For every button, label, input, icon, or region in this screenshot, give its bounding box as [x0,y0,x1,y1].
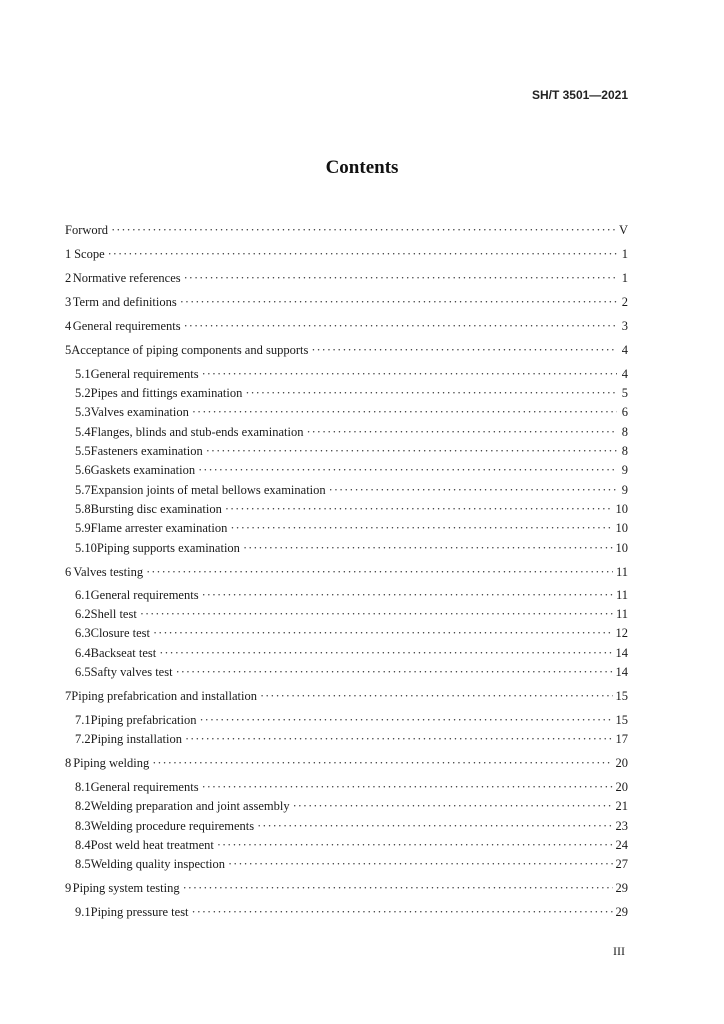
toc-entry-number: 5.3 [75,405,91,419]
toc-subentry[interactable] [75,424,628,440]
toc-entry-label: Shell test [90,607,137,621]
toc-dot-leader [329,482,617,498]
toc-entry-number: 9.1 [75,905,91,919]
toc-entry-number: 5.1 [75,367,91,381]
toc-dot-leader [140,606,613,622]
toc-entry-page: 29 [615,881,628,895]
toc-entry-label: Piping system testing [72,881,180,895]
toc-entry-number: 8.2 [75,799,91,813]
toc-entry-label: Flame arrester examination [90,521,228,535]
toc-dot-leader [202,366,617,382]
toc-dot-leader [152,755,612,771]
toc-entry-label: General requirements [90,588,199,602]
toc-dot-leader [176,664,613,680]
toc-entry[interactable] [65,318,628,334]
toc-dot-leader [225,501,613,517]
toc-dot-leader [108,246,617,262]
toc-entry-number: 6 [65,565,72,579]
toc-entry-number: 6.1 [75,588,91,602]
toc-entry-page: 4 [621,367,628,381]
toc-dot-leader [192,404,617,420]
toc-subentry[interactable] [75,798,628,814]
toc-dot-leader [293,798,613,814]
toc-dot-leader [192,904,613,920]
toc-entry-page: 24 [615,838,628,852]
toc-entry-label: General requirements [90,780,199,794]
toc-entry-page: 14 [615,646,628,660]
toc-subentry[interactable] [75,404,628,420]
toc-subentry[interactable] [75,645,628,661]
toc-entry-page: 17 [615,732,628,746]
toc-entry-number: 8.4 [75,838,91,852]
page-title: Contents [325,157,399,178]
toc-dot-leader [159,645,612,661]
toc-dot-leader [217,837,613,853]
toc-dot-leader [146,564,613,580]
toc-entry-label: Piping pressure test [90,905,189,919]
toc-entry-number: 8.1 [75,780,91,794]
toc-entry-page: 10 [615,502,628,516]
toc-entry[interactable] [65,564,628,580]
toc-subentry[interactable] [75,664,628,680]
toc-entry-label: Welding preparation and joint assembly [90,799,290,813]
toc-dot-leader [306,424,617,440]
toc-entry-number: 5.8 [75,502,91,516]
toc-entry-page: 1 [621,247,628,261]
toc-entry-page: 2 [621,295,628,309]
toc-entry-page: 12 [615,626,628,640]
toc-entry-page: 20 [615,756,628,770]
toc-entry-page: 27 [615,857,628,871]
toc-entry[interactable] [65,294,628,310]
toc-dot-leader [111,222,616,238]
toc-entry[interactable] [65,755,628,771]
toc-entry-page: 21 [615,799,628,813]
toc-entry-label: Acceptance of piping components and supports [71,343,309,357]
toc-dot-leader [260,688,613,704]
toc-subentry[interactable] [75,385,628,401]
toc-dot-leader [202,587,613,603]
toc-entry-page: 9 [621,463,628,477]
toc-subentry[interactable] [75,462,628,478]
toc-entry-number: 5.5 [75,444,91,458]
toc-dot-leader [206,443,617,459]
toc-entry-page: 23 [615,819,628,833]
toc-entry-number: 5 [65,343,72,357]
toc-entry-label: Fasteners examination [90,444,203,458]
toc-entry-number: 5.9 [75,521,91,535]
toc-entry-label: Post weld heat treatment [90,838,214,852]
toc-dot-leader [184,318,617,334]
toc-dot-leader [311,342,617,358]
toc-entry-label: Welding procedure requirements [90,819,255,833]
toc-subentry[interactable] [75,818,628,834]
toc-entry-page: 5 [621,386,628,400]
toc-subentry[interactable] [75,712,628,728]
toc-entry-label: Valves examination [90,405,189,419]
toc-entry[interactable] [65,342,628,358]
toc-entry-page: 11 [615,565,628,579]
toc-entry-page: 8 [621,425,628,439]
page-number: III [613,944,625,958]
toc-entry-number: 7.2 [75,732,91,746]
toc-entry-number: 4 [65,319,72,333]
toc-entry-number: 1 [65,247,72,261]
toc-entry-number: 5.7 [75,483,91,497]
toc-entry-label: Pipes and fittings examination [90,386,243,400]
toc-entry[interactable] [65,880,628,896]
toc-subentry[interactable] [75,904,628,920]
toc-entry-label: Normative references [72,271,181,285]
toc-dot-leader [245,385,617,401]
toc-entry-page: 29 [615,905,628,919]
toc-entry-label: Forword [65,223,109,237]
toc-entry-page: 20 [615,780,628,794]
toc-subentry[interactable] [75,540,628,556]
toc-entry-number: 5.10 [75,541,97,555]
toc-entry[interactable] [65,246,628,262]
toc-dot-leader [198,462,617,478]
toc-entry-page: 10 [615,541,628,555]
toc-entry-number: 6.5 [75,665,91,679]
toc-subentry[interactable] [75,501,628,517]
toc-entry-number: 5.6 [75,463,91,477]
toc-entry-label: Safty valves test [90,665,173,679]
toc-entry-number: 8 [65,756,72,770]
toc-subentry[interactable] [75,366,628,382]
toc-entry-number: 7.1 [75,713,91,727]
toc-entry-number: 5.2 [75,386,91,400]
toc-entry-page: 11 [615,607,628,621]
toc-entry-number: 9 [65,881,72,895]
toc-entry-label: General requirements [72,319,181,333]
toc-entry[interactable] [65,222,628,238]
toc-entry[interactable] [65,688,628,704]
toc-entry-label: Backseat test [90,646,157,660]
toc-entry-number: 2 [65,271,72,285]
toc-entry-label: Bursting disc examination [90,502,222,516]
toc-entry-label: Valves testing [73,565,144,579]
toc-dot-leader [200,712,613,728]
standard-code: SH/T 3501—2021 [531,88,628,102]
toc-entry-label: Piping prefabrication [90,713,197,727]
toc-entry-page: 10 [615,521,628,535]
toc-entry-number: 6.4 [75,646,91,660]
toc-entry-label: Welding quality inspection [90,857,226,871]
toc-subentry[interactable] [75,856,628,872]
toc-entry-label: Flanges, blinds and stub-ends examination [90,425,304,439]
toc-entry-label: Piping prefabrication and installation [71,689,257,703]
toc-entry-number: 3 [65,295,72,309]
toc-entry-label: Piping welding [73,756,150,770]
toc-entry-page: V [618,223,628,237]
toc-dot-leader [183,880,613,896]
toc-dot-leader [230,520,612,536]
toc-subentry[interactable] [75,443,628,459]
toc-entry-page: 8 [621,444,628,458]
toc-entry-page: 3 [621,319,628,333]
toc-subentry[interactable] [75,625,628,641]
toc-subentry[interactable] [75,606,628,622]
toc-subentry[interactable] [75,731,628,747]
toc-entry-label: Expansion joints of metal bellows examination [90,483,326,497]
toc-entry-page: 6 [621,405,628,419]
toc-entry-number: 6.2 [75,607,91,621]
toc-entry-number: 8.5 [75,857,91,871]
toc-entry-number: 7 [65,689,72,703]
toc-entry-page: 14 [615,665,628,679]
toc-subentry[interactable] [75,587,628,603]
toc-entry-page: 11 [615,588,628,602]
toc-entry-page: 4 [621,343,628,357]
toc-entry-number: 6.3 [75,626,91,640]
toc-entry-number: 5.4 [75,425,91,439]
toc-dot-leader [243,540,613,556]
toc-dot-leader [184,270,617,286]
toc-entry-label: Piping installation [90,732,182,746]
toc-entry-label: Gaskets examination [90,463,196,477]
toc-dot-leader [257,818,612,834]
toc-entry[interactable] [65,270,628,286]
toc-entry-number: 8.3 [75,819,91,833]
toc-subentry[interactable] [75,779,628,795]
toc-entry-page: 15 [615,713,628,727]
toc-subentry[interactable] [75,520,628,536]
toc-entry-page: 1 [621,271,628,285]
toc-subentry[interactable] [75,837,628,853]
toc-dot-leader [180,294,617,310]
toc-entry-label: Closure test [90,626,150,640]
toc-entry-page: 15 [615,689,628,703]
toc-entry-label: Term and definitions [72,295,177,309]
toc-subentry[interactable] [75,482,628,498]
toc-entry-label: General requirements [90,367,199,381]
toc-dot-leader [202,779,613,795]
toc-entry-label: Piping supports examination [96,541,240,555]
toc-dot-leader [228,856,612,872]
toc-entry-label: Scope [74,247,105,261]
toc-dot-leader [153,625,613,641]
toc-entry-page: 9 [621,483,628,497]
toc-dot-leader [185,731,613,747]
